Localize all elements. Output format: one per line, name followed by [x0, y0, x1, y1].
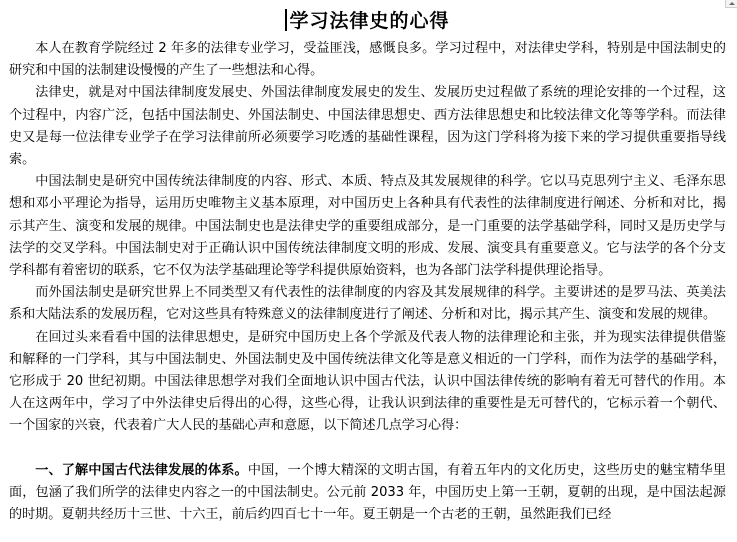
paragraph-legal-history: 法律史，就是对中国法律制度发展史、外国法律制度发展史的发生、发展历史过程做了系统的理论安排的一个过程，这个过程中，内容广泛，包括中国法制史、外国法制史、中国法律思想史、西方法律思想史和比较法律文化等等学科。而法律史又是每一位法律专业学子在学习法律前所必须要学习吃透的基础性课程，因为这门学科将为接下来的学习提供重要指导线索。 [9, 85, 726, 168]
paragraph-chinese-legal-system: 中国法制史是研究中国传统法律制度的内容、形式、本质、特点及其发展规律的科学。它以马克思列宁主义、毛泽东思想和邓小平理论为指导，运用历史唯物主义基本原理，对中国历史上各种具有代表性的法律制度进行阐述、分析和对比，揭示其产生、演变和发展的规律。中国法制史也是法律史学的重要组成部分，是一门重要的法学基础学科，同时又是历史学与法学的交叉学科。中国法制史对于正确认识中国传统法律制度文明的形成、发展、演变具有重要意义。它与法学的各个分支学科都有着密切的联系，它不仅为法学基础理论等学科提供原始资料，也为各部门法学科提供理论指导。 [9, 174, 726, 279]
scroll-up-arrow[interactable] [725, 0, 737, 8]
document-title [9, 4, 726, 38]
paragraph-foreign-legal-system: 而外国法制史是研究世界上不同类型又有代表性的法律制度的内容及其发展规律的科学。主要讲述的是罗马法、英美法系和大陆法系的发展历程，它对这些具有特殊意义的法律制度进行了阐述、分析和对比，揭示其产生、演变和发展的规律。 [9, 285, 726, 323]
text-cursor [285, 9, 287, 31]
section-one-text: 中国，一个博大精深的文明古国，有着五年内的文化历史，这些历史的魅宝精华里面，包涵了我们所学的法律史内容之一的中国法制史。公元前 2033 年，中国历史上第一王朝，夏朝的出现，是中国法起源的时期。夏朝共经历十三世、十六王，前后约四百七十一年。夏王朝是一个古老的王朝，虽然距我们已经 [9, 462, 727, 523]
paragraph-intro: 本人在教育学院经过 2 年多的法律专业学习，受益匪浅，感慨良多。学习过程中，对法律史学科，特别是中国法制史的研究和中国的法制建设慢慢的产生了一些想法和心得。 [9, 41, 726, 79]
paragraph-section-one [9, 460, 726, 527]
blank-line [9, 438, 726, 460]
document-title-text: 学习法律史的心得 [289, 10, 450, 32]
document-page [9, 4, 726, 526]
section-one-heading: 一、了解中国古代法律发展的体系。 [35, 462, 248, 478]
paragraph-legal-thought: 在回过头来看看中国的法律思想史，是研究中国历史上各个学派及代表人物的法律理论和主张，并为现实法律提供借鉴和解释的一门学科，其与中国法制史、外国法制史及中国传统法律文化等是意义相近的一门学科，而作为法学的基础学科，它形成于 20 世纪初期。中国法律思想学对我们全面地认识中国古代法，认识中国法律传统的影响有着无可替代的作用。本人在这两年中，学习了中外法律史后得出的心得，这些心得，让我认识到法律的重要性是无可替代的，它标示着一个朝代、一个国家的兴衰，代表着广大人民的基础心声和意愿，以下简述几点学习心得： [9, 329, 726, 434]
